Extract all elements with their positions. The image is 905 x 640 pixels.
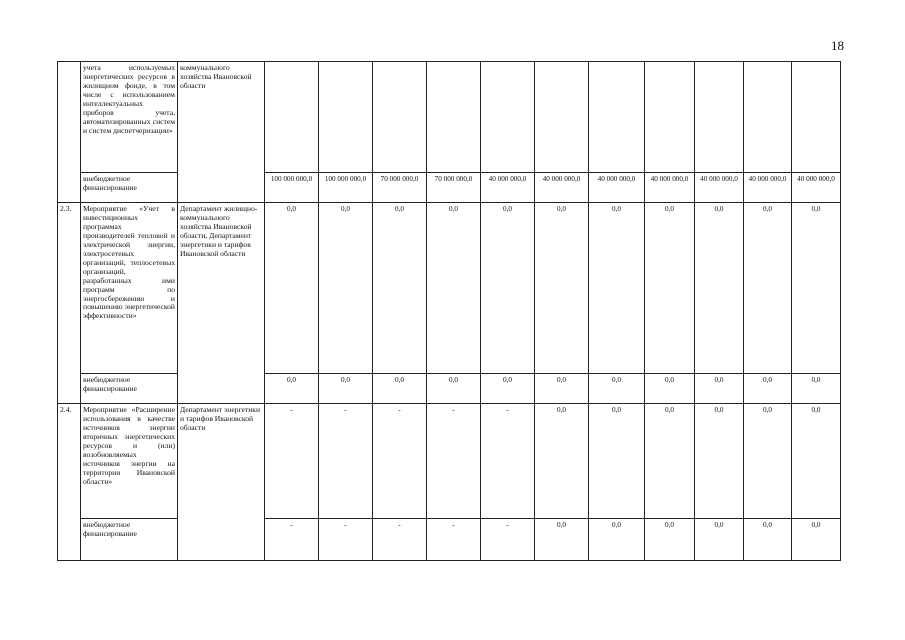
funding-value-cell: 0,0 [535, 374, 589, 404]
value-cell: - [265, 404, 319, 519]
value-cell: 0,0 [535, 203, 589, 374]
value-cell: 0,0 [645, 203, 695, 374]
funding-value-cell: 0,0 [481, 374, 535, 404]
table-row [58, 404, 841, 519]
funding-value-cell: 40 000 000,0 [645, 173, 695, 203]
value-cell [744, 62, 792, 173]
measure-description: учета используемых энергетических ресурсов в жилищном фонде, в том числе с использованием интеллектуальных приборов учета, автоматизированных систем и систем диспетчеризации» [81, 62, 178, 173]
table-row [58, 519, 841, 561]
funding-value-cell: 0,0 [792, 374, 841, 404]
program-funding-table [57, 61, 841, 561]
funding-value-cell: - [427, 519, 481, 561]
value-cell [427, 62, 481, 173]
table-row [58, 62, 841, 173]
funding-value-cell: - [481, 519, 535, 561]
value-cell [265, 62, 319, 173]
funding-value-cell: 0,0 [589, 374, 645, 404]
value-cell: 0,0 [744, 404, 792, 519]
value-cell [695, 62, 744, 173]
value-cell: 0,0 [481, 203, 535, 374]
value-cell: 0,0 [695, 404, 744, 519]
value-cell: - [319, 404, 373, 519]
funding-value-cell: 0,0 [744, 374, 792, 404]
funding-value-cell: 40 000 000,0 [481, 173, 535, 203]
funding-value-cell: 0,0 [744, 519, 792, 561]
funding-value-cell: 0,0 [589, 519, 645, 561]
value-cell: 0,0 [792, 404, 841, 519]
page-number: 18 [831, 38, 844, 53]
funding-value-cell: 40 000 000,0 [535, 173, 589, 203]
funding-value-cell: 100 000 000,0 [319, 173, 373, 203]
value-cell: 0,0 [427, 203, 481, 374]
responsible-department: Департамент жилищно-коммунального хозяйства Ивановской области, Департамент энергетики и тарифов Ивановской области [178, 203, 265, 404]
funding-value-cell: 0,0 [265, 374, 319, 404]
value-cell: 0,0 [744, 203, 792, 374]
funding-value-cell: 70 000 000,0 [373, 173, 427, 203]
value-cell [319, 62, 373, 173]
funding-value-cell: 0,0 [427, 374, 481, 404]
funding-value-cell: - [265, 519, 319, 561]
value-cell: 0,0 [695, 203, 744, 374]
table-row [58, 203, 841, 374]
value-cell [535, 62, 589, 173]
value-cell: 0,0 [792, 203, 841, 374]
value-cell: 0,0 [373, 203, 427, 374]
row-index [58, 62, 81, 203]
funding-value-cell: 0,0 [695, 374, 744, 404]
measure-description: Мероприятие «Расширение использования в качестве источников энергии вторичных энергетических ресурсов и (или) возобновляемых источников энергии на территории Ивановской области» [81, 404, 178, 519]
value-cell: 0,0 [589, 404, 645, 519]
table-row [58, 374, 841, 404]
value-cell: - [481, 404, 535, 519]
funding-value-cell: - [373, 519, 427, 561]
funding-value-cell: 40 000 000,0 [589, 173, 645, 203]
funding-value-cell: - [319, 519, 373, 561]
value-cell [589, 62, 645, 173]
measure-description: Мероприятие «Учет в инвестиционных программах производителей тепловой и электрической энергии, электросетевых организаций, теплосетевых организаций, разработанных ими программ по энергосбережению и повышению энергетической эффективности» [81, 203, 178, 374]
funding-value-cell: 100 000 000,0 [265, 173, 319, 203]
funding-value-cell: 40 000 000,0 [744, 173, 792, 203]
value-cell [792, 62, 841, 173]
funding-value-cell: 0,0 [373, 374, 427, 404]
funding-value-cell: 0,0 [695, 519, 744, 561]
row-index: 2.3. [58, 203, 81, 404]
value-cell [645, 62, 695, 173]
funding-label: внебюджетное финансирование [81, 374, 178, 404]
funding-value-cell: 0,0 [645, 519, 695, 561]
value-cell: 0,0 [535, 404, 589, 519]
value-cell: 0,0 [589, 203, 645, 374]
funding-label: внебюджетное финансирование [81, 173, 178, 203]
value-cell [373, 62, 427, 173]
value-cell: - [427, 404, 481, 519]
value-cell: 0,0 [265, 203, 319, 374]
value-cell: 0,0 [645, 404, 695, 519]
funding-value-cell: 40 000 000,0 [792, 173, 841, 203]
funding-label: внебюджетное финансирование [81, 519, 178, 561]
table-body [58, 62, 841, 561]
funding-value-cell: 0,0 [535, 519, 589, 561]
table-row [58, 173, 841, 203]
value-cell: - [373, 404, 427, 519]
responsible-department: Департамент энергетики и тарифов Ивановской области [178, 404, 265, 561]
responsible-department: коммунального хозяйства Ивановской области [178, 62, 265, 203]
funding-value-cell: 0,0 [792, 519, 841, 561]
value-cell: 0,0 [319, 203, 373, 374]
funding-value-cell: 70 000 000,0 [427, 173, 481, 203]
row-index: 2.4. [58, 404, 81, 561]
funding-value-cell: 0,0 [319, 374, 373, 404]
value-cell [481, 62, 535, 173]
funding-value-cell: 0,0 [645, 374, 695, 404]
funding-value-cell: 40 000 000,0 [695, 173, 744, 203]
